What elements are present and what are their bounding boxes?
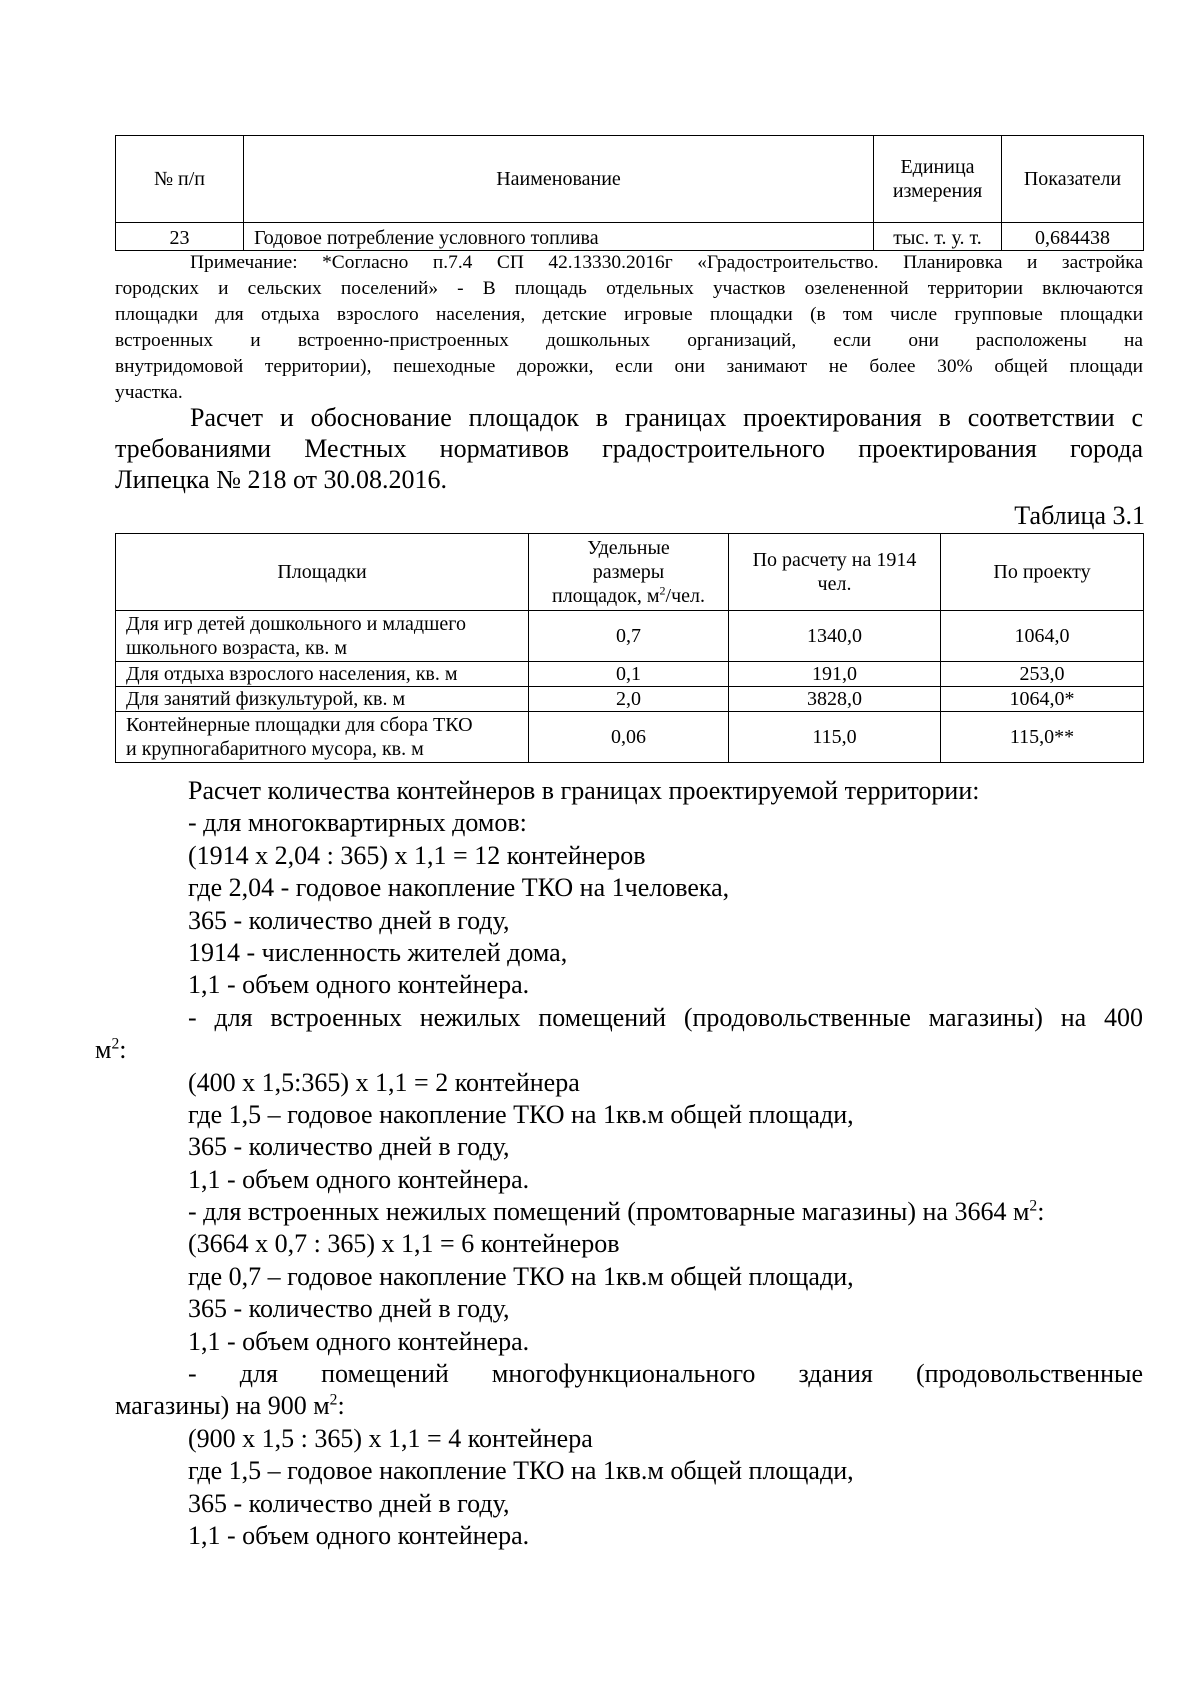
cell-calc: 115,0	[729, 712, 941, 763]
body-line: - для помещений многофункционального здания (продовольственные	[188, 1359, 1143, 1389]
header-specific-line: размеры	[592, 561, 665, 583]
container-calculation	[95, 775, 1143, 1552]
body-line: - для многоквартирных домов:	[188, 808, 527, 838]
note-line: внутридомовой территории), пешеходные дорожки, если они занимают не более 30% общей площади	[115, 356, 1143, 377]
note-line: городских и сельских поселений» - В площадь отдельных участков озелененной территории включаются	[115, 278, 1143, 299]
header-unit-line1: Единица	[900, 156, 975, 178]
superscript: 2	[1029, 1197, 1038, 1215]
cell-calc: 3828,0	[729, 687, 941, 712]
body-line: 365 - количество дней в году,	[188, 1488, 510, 1518]
indicators-table	[115, 135, 1144, 251]
cell-value: 0,684438	[1002, 223, 1144, 251]
header-specific-text: площадок, м	[552, 585, 660, 607]
header-calc-line: чел.	[817, 573, 852, 595]
cell-site-name	[116, 611, 529, 662]
superscript: 2	[329, 1391, 338, 1409]
body-line: где 1,5 – годовое накопление ТКО на 1кв.м общей площади,	[188, 1456, 854, 1486]
cell-calc: 191,0	[729, 662, 941, 687]
body-line: Расчет количества контейнеров в границах проектируемой территории:	[188, 776, 980, 805]
cell-project: 1064,0*	[941, 687, 1144, 712]
cell-specific: 0,7	[529, 611, 729, 662]
header-project: По проекту	[941, 534, 1144, 611]
cell-text-line: школьного возраста, кв. м	[126, 637, 347, 659]
superscript: 2	[111, 1035, 120, 1053]
body-text: м	[95, 1035, 112, 1065]
body-line: (1914 х 2,04 : 365) х 1,1 = 12 контейнеров	[188, 840, 646, 870]
cell-text-line: Контейнерные площадки для сбора ТКО	[126, 714, 473, 736]
cell-text-line: и крупногабаритного мусора, кв. м	[126, 738, 424, 760]
header-num: № п/п	[116, 136, 244, 223]
cell-specific: 0,1	[529, 662, 729, 687]
note-paragraph	[115, 250, 1143, 406]
table-row	[116, 687, 1144, 712]
heading-line: Расчет и обоснование площадок в границах проектирования в соответствии с	[190, 403, 1143, 432]
header-sites: Площадки	[116, 534, 529, 611]
cell-site-name	[116, 712, 529, 763]
cell-specific: 2,0	[529, 687, 729, 712]
cell-site-name: Для отдыха взрослого населения, кв. м	[116, 662, 529, 687]
note-line: площадки для отдыха взрослого населения, детские игровые площадки (в том числе групповые площадки	[115, 304, 1143, 325]
body-text: - для встроенных нежилых помещений (промтоварные магазины) на 3664 м	[188, 1197, 1030, 1227]
body-text: магазины) на 900 м	[115, 1391, 330, 1421]
body-line: где 1,5 – годовое накопление ТКО на 1кв.м общей площади,	[188, 1099, 854, 1129]
cell-name: Годовое потребление условного топлива	[244, 223, 874, 251]
header-unit	[874, 136, 1002, 223]
table-row	[116, 712, 1144, 763]
body-line: (3664 х 0,7 : 365) х 1,1 = 6 контейнеров	[188, 1229, 620, 1259]
header-specific-line: Удельные	[587, 537, 670, 559]
header-specific-line	[529, 584, 728, 608]
body-line: 365 - количество дней в году,	[188, 905, 510, 935]
table-header-row	[116, 136, 1144, 223]
table-row	[116, 611, 1144, 662]
cell-unit: тыс. т. у. т.	[874, 223, 1002, 251]
body-line: где 2,04 - годовое накопление ТКО на 1человека,	[188, 873, 730, 903]
cell-num: 23	[116, 223, 244, 251]
header-value: Показатели	[1002, 136, 1144, 223]
note-line: встроенных и встроенно-пристроенных дошкольных организаций, если они расположены на	[115, 330, 1143, 351]
body-line: 1914 - численность жителей дома,	[188, 937, 568, 967]
note-line: Примечание: *Согласно п.7.4 СП 42.13330.2016г «Градостроительство. Планировка и застройка	[190, 252, 1143, 273]
header-unit-line2: измерения	[892, 180, 983, 202]
body-line: (400 х 1,5:365) х 1,1 = 2 контейнера	[188, 1067, 580, 1097]
body-line: 1,1 - объем одного контейнера.	[188, 1326, 530, 1356]
heading-line: Липецка № 218 от 30.08.2016.	[115, 465, 448, 494]
section-heading	[115, 402, 1143, 495]
body-line: где 0,7 – годовое накопление ТКО на 1кв.м общей площади,	[188, 1261, 854, 1291]
table-row	[116, 223, 1144, 251]
heading-line: требованиями Местных нормативов градостроительного проектирования города	[115, 434, 1143, 463]
body-text: :	[119, 1035, 127, 1065]
header-calc-line: По расчету на 1914	[752, 549, 917, 571]
cell-project: 115,0**	[941, 712, 1144, 763]
table-header-row	[116, 534, 1144, 611]
header-calc	[729, 534, 941, 611]
cell-calc: 1340,0	[729, 611, 941, 662]
body-line: (900 х 1,5 : 365) х 1,1 = 4 контейнера	[188, 1423, 593, 1453]
body-line: 1,1 - объем одного контейнера.	[188, 1520, 530, 1550]
superscript: 2	[659, 583, 666, 598]
body-text: :	[1037, 1197, 1045, 1227]
cell-project: 253,0	[941, 662, 1144, 687]
body-line	[95, 1034, 1143, 1066]
body-line: 1,1 - объем одного контейнера.	[188, 1164, 530, 1194]
body-line	[115, 1390, 1143, 1422]
table-caption: Таблица 3.1	[1014, 501, 1145, 530]
body-line: 1,1 - объем одного контейнера.	[188, 970, 530, 1000]
table-row	[116, 662, 1144, 687]
body-line	[115, 1196, 1143, 1228]
header-specific-size	[529, 534, 729, 611]
note-line: участка.	[115, 382, 183, 403]
header-name: Наименование	[244, 136, 874, 223]
cell-site-name: Для занятий физкультурой, кв. м	[116, 687, 529, 712]
body-line: 365 - количество дней в году,	[188, 1294, 510, 1324]
sites-table	[115, 533, 1144, 763]
cell-project: 1064,0	[941, 611, 1144, 662]
body-line: - для встроенных нежилых помещений (продовольственные магазины) на 400	[188, 1002, 1143, 1032]
header-specific-text: /чел.	[665, 585, 705, 607]
cell-specific: 0,06	[529, 712, 729, 763]
cell-text-line: Для игр детей дошкольного и младшего	[126, 613, 466, 635]
body-line: 365 - количество дней в году,	[188, 1132, 510, 1162]
body-text: :	[337, 1391, 345, 1421]
